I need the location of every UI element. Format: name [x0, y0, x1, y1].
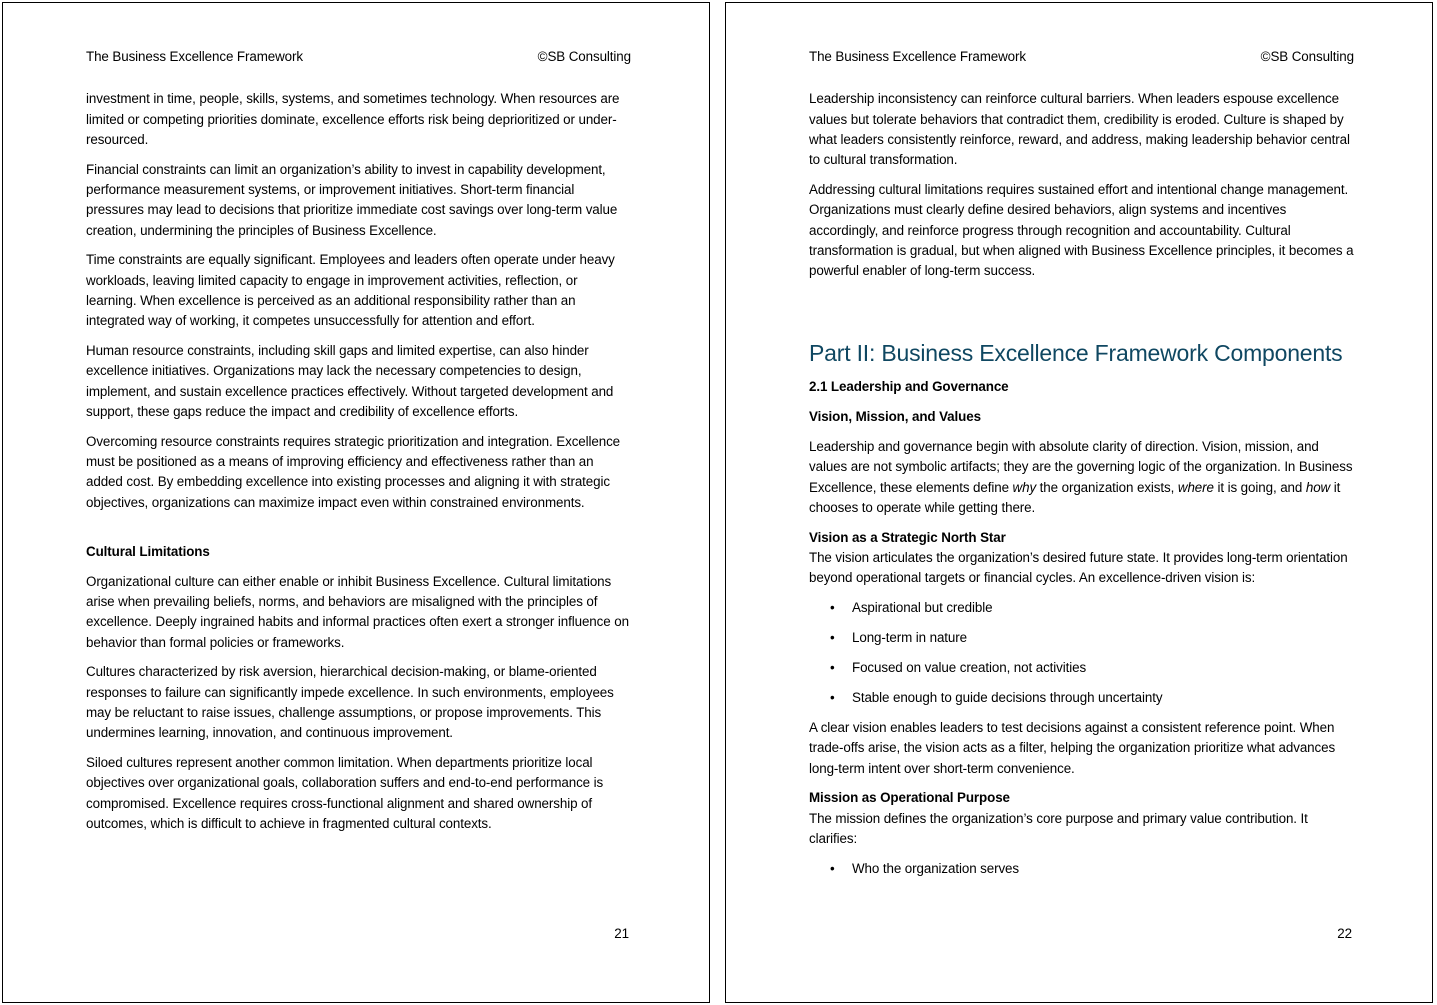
bullet-icon: • — [830, 600, 835, 616]
header-copyright: ©SB Consulting — [537, 49, 631, 64]
list-item-text: Focused on value creation, not activities — [852, 660, 1087, 676]
list-item — [809, 859, 1354, 879]
vision-bullet-list — [809, 598, 1354, 708]
header-title: The Business Excellence Framework — [86, 49, 303, 64]
body-paragraph: Leadership and governance begin with absolute clarity of direction. Vision, mission, and values are not symbolic artifacts; they are the governing logic of the organization. In Business Excellence, these elements define why the organization exists, where it is going, and how it chooses to operate while getting there. — [809, 439, 1353, 515]
body-paragraph: Overcoming resource constraints requires strategic prioritization and integration. Excellence must be positioned as a means of improving efficiency and effectiveness rather than an added cost. By embedding excellence into existing processes and aligning it with strategic objectives, organizations can maximize impact even within constrained environments. — [86, 433, 621, 510]
list-item — [809, 688, 1354, 708]
list-item-text: Stable enough to guide decisions through uncertainty — [852, 690, 1163, 706]
bullet-icon: • — [830, 690, 835, 706]
list-item-text: Long-term in nature — [852, 630, 967, 646]
list-item — [809, 628, 1354, 648]
page-header — [86, 47, 631, 67]
page-21 — [2, 2, 710, 1003]
body-paragraph: Financial constraints can limit an organization’s ability to invest in capability development, performance measurement systems, or improvement initiatives. Short-term financial pressures may lead to decisions that prioritize immediate cost savings over long-term value creation, undermining the principles of Business Excellence. — [86, 161, 618, 238]
body-paragraph: Addressing cultural limitations requires sustained effort and intentional change management. Organizations must clearly define desired behaviors, align systems and incentives accordingly, and reinforce progress through recognition and accountability. Cultural transformation is gradual, but when aligned with Business Excellence principles, it becomes a powerful enabler of long-term success. — [809, 181, 1354, 279]
body-paragraph: Time constraints are equally significant. Employees and leaders often operate under heavy workloads, leaving limited capacity to engage in improvement activities, reflection, or learning. When excellence is perceived as an additional responsibility rather than an integrated way of working, it competes unsuccessfully for attention and effort. — [86, 252, 615, 329]
body-paragraph: A clear vision enables leaders to test decisions against a consistent reference point. When trade-offs arise, the vision acts as a filter, helping the organization prioritize what advances long-term intent over short-term convenience. — [809, 720, 1336, 776]
heading-vision-strategic-north-star: Vision as a Strategic North Star — [809, 529, 1006, 545]
mission-bullet-list — [809, 859, 1354, 879]
bullet-icon: • — [830, 630, 835, 646]
body-paragraph: Siloed cultures represent another common limitation. When departments prioritize local objectives over organizational goals, collaboration suffers and end-to-end performance is compromised. Excellence requires cross-functional alignment and shared ownership of outcomes, which is difficult to achieve in fragmented cultural contexts. — [86, 755, 604, 831]
bullet-icon: • — [830, 860, 835, 876]
page-number: 21 — [614, 925, 629, 941]
body-paragraph: The mission defines the organization’s core purpose and primary value contribution. It clarifies: — [809, 810, 1308, 847]
heading-mission-operational-purpose: Mission as Operational Purpose — [809, 790, 1010, 806]
list-item — [809, 598, 1354, 618]
page-header — [809, 47, 1354, 67]
bullet-icon: • — [830, 660, 835, 676]
header-title: The Business Excellence Framework — [809, 49, 1026, 64]
section-heading-2-1-leadership-governance: 2.1 Leadership and Governance — [809, 379, 1009, 395]
part-ii-heading: Part II: Business Excellence Framework Components — [809, 340, 1343, 367]
body-paragraph: investment in time, people, skills, systems, and sometimes technology. When resources are limited or competing priorities dominate, excellence efforts risk being deprioritized or under-resourced. — [86, 91, 620, 147]
list-item — [809, 658, 1354, 678]
section-heading-cultural-limitations: Cultural Limitations — [86, 543, 210, 559]
body-paragraph: Human resource constraints, including skill gaps and limited expertise, can also hinder excellence initiatives. Organizations may lack the necessary competencies to design, implement, and sustain excellence practices effectively. Without targeted development and support, these gaps reduce the impact and credibility of excellence efforts. — [86, 343, 614, 419]
header-copyright: ©SB Consulting — [1260, 49, 1354, 64]
list-item-text: Aspirational but credible — [852, 600, 993, 616]
page-22 — [725, 2, 1433, 1003]
body-paragraph: Cultures characterized by risk aversion, hierarchical decision-making, or blame-oriented responses to failure can significantly impede excellence. In such environments, employees may be reluctant to raise issues, challenge assumptions, or propose improvements. This undermines learning, innovation, and continuous improvement. — [86, 664, 614, 741]
body-paragraph: Leadership inconsistency can reinforce cultural barriers. When leaders espouse excellence values but tolerate behaviors that contradict them, credibility is eroded. Culture is shaped by what leaders consistently reinforce, reward, and address, making leadership behavior central to cultural transformation. — [809, 91, 1350, 168]
list-item-text: Who the organization serves — [852, 860, 1020, 876]
page-number: 22 — [1337, 925, 1352, 941]
heading-vision-mission-values: Vision, Mission, and Values — [809, 409, 981, 425]
body-paragraph: The vision articulates the organization’s desired future state. It provides long-term orientation beyond operational targets or financial cycles. An excellence-driven vision is: — [809, 550, 1348, 586]
body-paragraph: Organizational culture can either enable or inhibit Business Excellence. Cultural limitations arise when prevailing beliefs, norms, and behaviors are misaligned with the principles of excellence. Deeply ingrained habits and informal practices often exert a stronger influence on behavior than formal policies or frameworks. — [86, 573, 629, 650]
